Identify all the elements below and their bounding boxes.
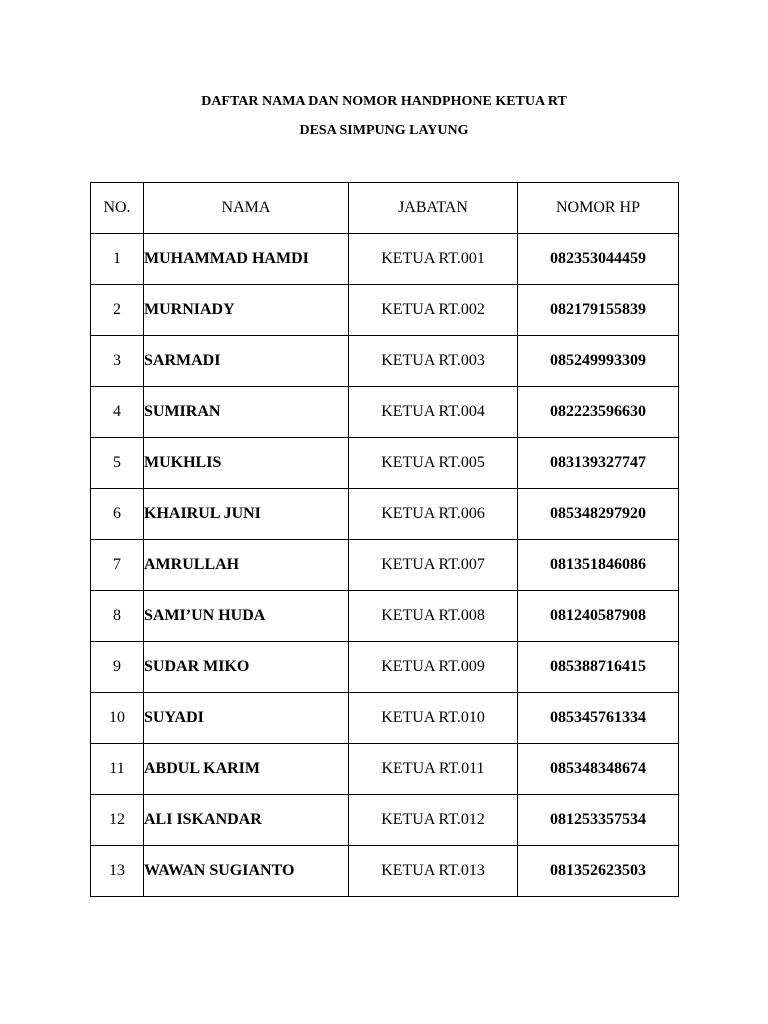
cell-nomor-hp: 085388716415 (518, 642, 679, 693)
cell-jabatan: KETUA RT.003 (349, 336, 518, 387)
cell-no: 13 (91, 846, 144, 897)
cell-nomor-hp: 082353044459 (518, 234, 679, 285)
cell-nama: MUHAMMAD HAMDI (144, 234, 349, 285)
cell-nomor-hp: 083139327747 (518, 438, 679, 489)
table-row (91, 642, 679, 693)
cell-nama: SUDAR MIKO (144, 642, 349, 693)
cell-jabatan: KETUA RT.008 (349, 591, 518, 642)
cell-nama: SUYADI (144, 693, 349, 744)
cell-nomor-hp: 085348348674 (518, 744, 679, 795)
cell-nomor-hp: 081240587908 (518, 591, 679, 642)
cell-nama: KHAIRUL JUNI (144, 489, 349, 540)
cell-jabatan: KETUA RT.011 (349, 744, 518, 795)
header-nomor-hp: NOMOR HP (518, 183, 679, 234)
cell-nama: AMRULLAH (144, 540, 349, 591)
cell-no: 1 (91, 234, 144, 285)
table-row (91, 387, 679, 438)
cell-nama: SUMIRAN (144, 387, 349, 438)
table-row (91, 744, 679, 795)
table-row (91, 540, 679, 591)
cell-no: 3 (91, 336, 144, 387)
table-row (91, 336, 679, 387)
cell-nama: MUKHLIS (144, 438, 349, 489)
table-row (91, 285, 679, 336)
cell-nama: WAWAN SUGIANTO (144, 846, 349, 897)
cell-nomor-hp: 081352623503 (518, 846, 679, 897)
cell-no: 2 (91, 285, 144, 336)
cell-nomor-hp: 082179155839 (518, 285, 679, 336)
cell-no: 8 (91, 591, 144, 642)
cell-no: 5 (91, 438, 144, 489)
document-title: DAFTAR NAMA DAN NOMOR HANDPHONE KETUA RT (201, 94, 567, 109)
cell-jabatan: KETUA RT.006 (349, 489, 518, 540)
table-row (91, 489, 679, 540)
table-row (91, 795, 679, 846)
cell-nomor-hp: 082223596630 (518, 387, 679, 438)
cell-no: 11 (91, 744, 144, 795)
cell-nomor-hp: 085348297920 (518, 489, 679, 540)
table-header-row (91, 183, 679, 234)
table-row (91, 693, 679, 744)
cell-no: 7 (91, 540, 144, 591)
cell-jabatan: KETUA RT.009 (349, 642, 518, 693)
header-no: NO. (91, 183, 144, 234)
cell-jabatan: KETUA RT.012 (349, 795, 518, 846)
cell-jabatan: KETUA RT.005 (349, 438, 518, 489)
cell-jabatan: KETUA RT.002 (349, 285, 518, 336)
cell-jabatan: KETUA RT.001 (349, 234, 518, 285)
cell-nomor-hp: 085249993309 (518, 336, 679, 387)
cell-nomor-hp: 085345761334 (518, 693, 679, 744)
cell-nama: ALI ISKANDAR (144, 795, 349, 846)
rt-contact-table (90, 182, 679, 897)
cell-no: 12 (91, 795, 144, 846)
cell-nama: MURNIADY (144, 285, 349, 336)
table-row (91, 846, 679, 897)
header-jabatan: JABATAN (349, 183, 518, 234)
cell-no: 9 (91, 642, 144, 693)
document-subtitle: DESA SIMPUNG LAYUNG (299, 123, 469, 138)
table-row (91, 591, 679, 642)
cell-jabatan: KETUA RT.010 (349, 693, 518, 744)
cell-nomor-hp: 081253357534 (518, 795, 679, 846)
cell-no: 6 (91, 489, 144, 540)
table-row (91, 438, 679, 489)
cell-nomor-hp: 081351846086 (518, 540, 679, 591)
header-nama: NAMA (144, 183, 349, 234)
cell-no: 4 (91, 387, 144, 438)
table-body (91, 234, 679, 897)
cell-jabatan: KETUA RT.004 (349, 387, 518, 438)
cell-nama: SAMI’UN HUDA (144, 591, 349, 642)
cell-jabatan: KETUA RT.013 (349, 846, 518, 897)
cell-nama: ABDUL KARIM (144, 744, 349, 795)
cell-nama: SARMADI (144, 336, 349, 387)
table-row (91, 234, 679, 285)
cell-no: 10 (91, 693, 144, 744)
cell-jabatan: KETUA RT.007 (349, 540, 518, 591)
